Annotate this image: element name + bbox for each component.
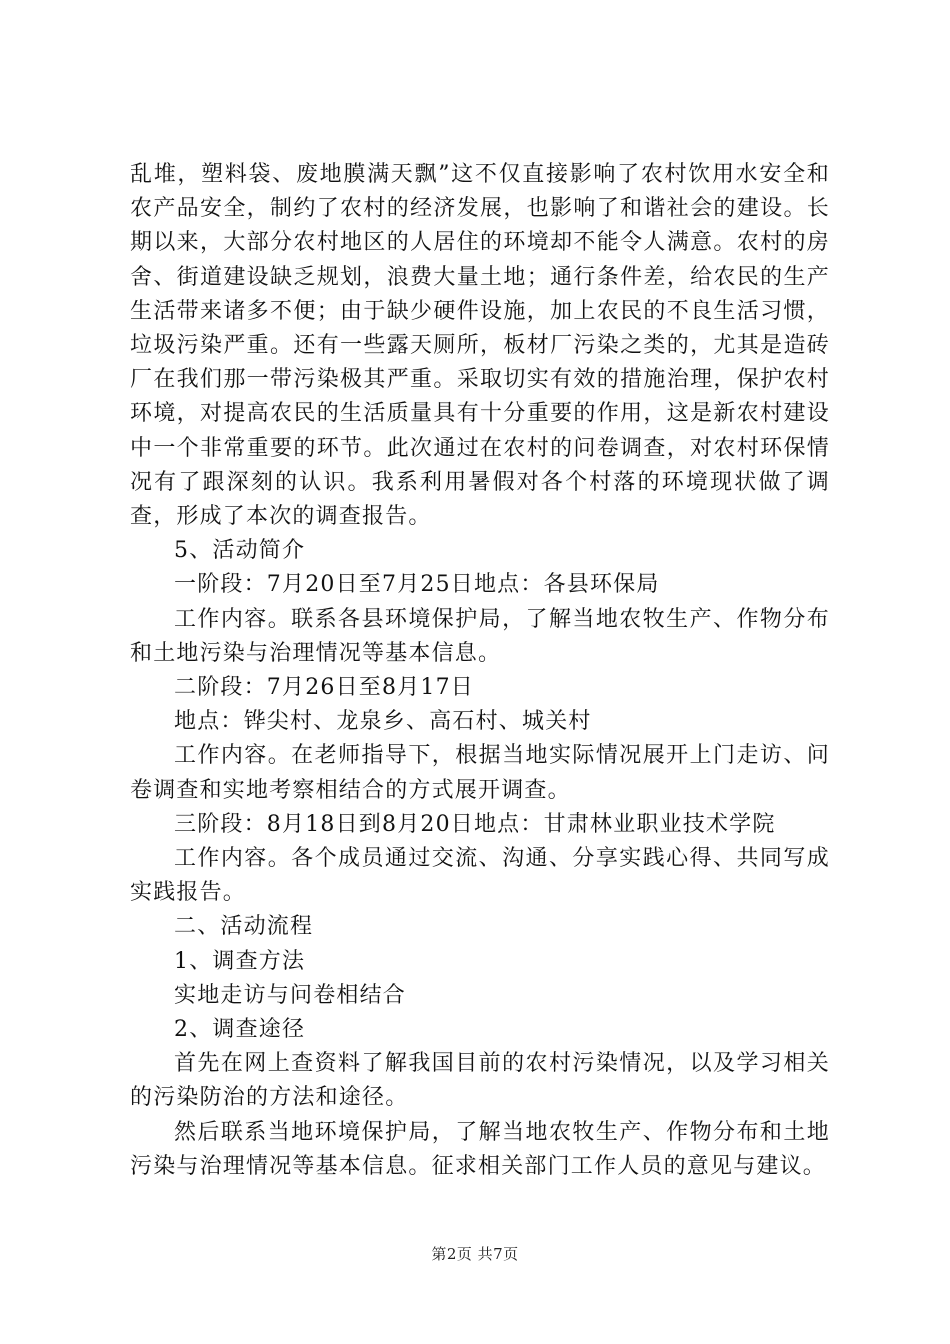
paragraph-1: 乱堆，塑料袋、废地膜满天飘”这不仅直接影响了农村饮用水安全和农产品安全，制约了农村的经济发展，也影响了和谐社会的建设。长期以来，大部分农村地区的人居住的环境却不能令人满意。农村的房舍、街道建设缺乏规划，浪费大量土地；通行条件差，给农民的生产生活带来诸多不便；由于缺少硬件设施，加上农民的不良生活习惯，垃圾污染严重。还有一些露天厕所，板材厂污染之类的，尤其是造砖厂在我们那一带污染极其严重。采取切实有效的措施治理，保护农村环境，对提高农民的生活质量具有十分重要的作用，这是新农村建设中一个非常重要的环节。此次通过在农村的问卷调查，对农村环保情况有了跟深刻的认识。我系利用暑假对各个村落的环境现状做了调查，形成了本次的调查报告。 bbox=[130, 162, 830, 530]
paragraph-6: 地点：铧尖村、龙泉乡、高石村、城关村 bbox=[174, 709, 592, 735]
paragraph-15: 然后联系当地环境保护局，了解当地农牧生产、作物分布和土地污染与治理情况等基本信息。征求相关部门工作人员的意见与建议。 bbox=[130, 1119, 830, 1179]
paragraph-12: 实地走访与问卷相结合 bbox=[174, 982, 407, 1008]
paragraph-10: 二、活动流程 bbox=[174, 914, 314, 940]
document-body bbox=[130, 158, 830, 1184]
paragraph-4: 工作内容。联系各县环境保护局，了解当地农牧生产、作物分布和土地污染与治理情况等基本信息。 bbox=[130, 606, 830, 666]
paragraph-8: 三阶段：8月18日到8月20日地点：甘肃林业职业技术学院 bbox=[174, 811, 776, 837]
paragraph-13: 2、调查途径 bbox=[174, 1017, 306, 1043]
paragraph-7: 工作内容。在老师指导下，根据当地实际情况展开上门走访、问卷调查和实地考察相结合的方式展开调查。 bbox=[130, 743, 830, 803]
page-footer: 第2页 共7页 bbox=[431, 1245, 519, 1263]
paragraph-3: 一阶段：7月20日至7月25日地点：各县环保局 bbox=[174, 572, 660, 598]
paragraph-2: 5、活动简介 bbox=[174, 538, 306, 564]
paragraph-11: 1、调查方法 bbox=[174, 948, 306, 974]
paragraph-5: 二阶段：7月26日至8月17日 bbox=[174, 675, 474, 701]
paragraph-9: 工作内容。各个成员通过交流、沟通、分享实践心得、共同写成实践报告。 bbox=[130, 846, 830, 906]
paragraph-14: 首先在网上查资料了解我国目前的农村污染情况，以及学习相关的污染防治的方法和途径。 bbox=[130, 1051, 830, 1111]
